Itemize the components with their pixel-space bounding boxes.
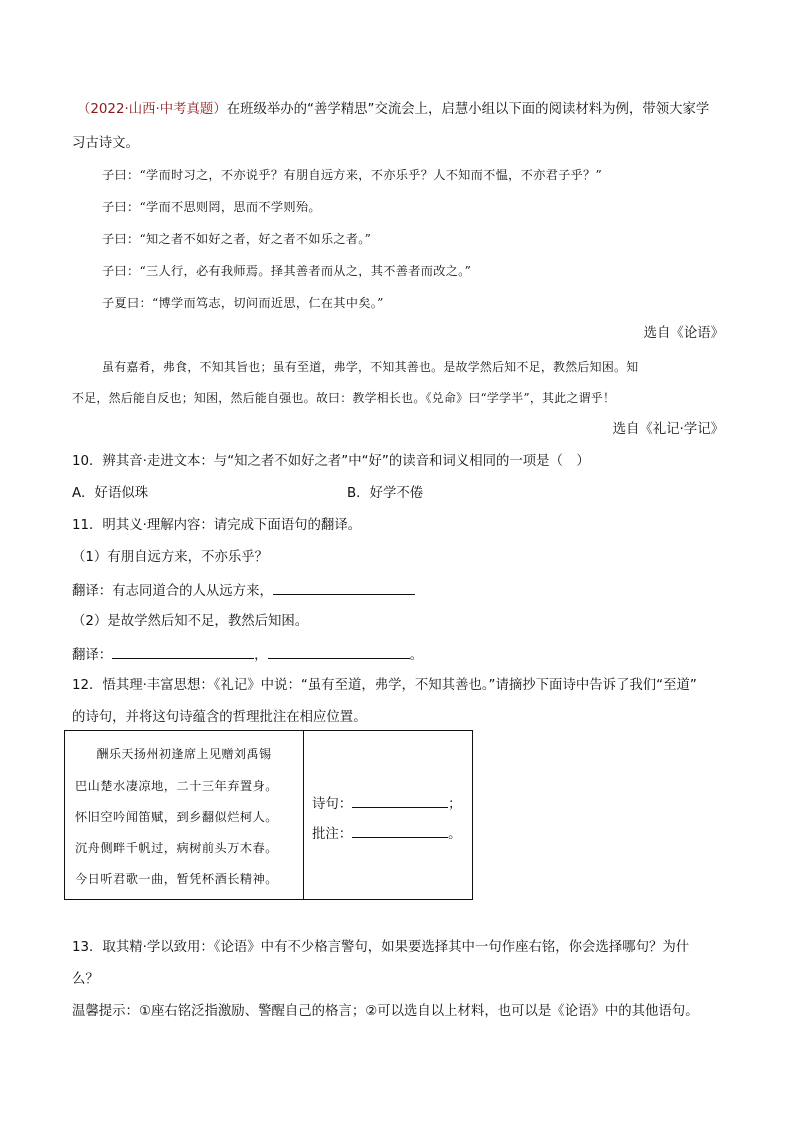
poem-table xyxy=(64,730,473,900)
q11-translation1 xyxy=(72,581,415,601)
q11-translation2-sep: ， xyxy=(254,648,268,663)
q11-answer-blank-2[interactable] xyxy=(112,645,254,659)
source-tag: （2022·山西·中考真题） xyxy=(77,102,227,117)
liji-line-2: 不足，然后能自反也；知困，然后能自强也。故曰：教学相长也。《兑命》曰“学学半”，其此之谓乎！ xyxy=(72,391,616,405)
annotation-blank[interactable] xyxy=(352,824,448,838)
intro-line-2: 习古诗文。 xyxy=(72,136,139,151)
lunyu-quote-4: 子曰：“三人行，必有我师焉。择其善者而从之，其不善者而改之。” xyxy=(102,264,472,278)
liji-source: 选自《礼记·学记》 xyxy=(612,422,724,437)
poem-answer-label: 诗句： xyxy=(312,797,353,812)
q13-stem-1: 13．取其精·学以致用：《论语》中有不少格言警句，如果要选择其中一句作座右铭，你会选择哪句？为什 xyxy=(72,940,690,955)
q11-answer-blank-3[interactable] xyxy=(268,645,410,659)
q10-option-b[interactable]: B．好学不倦 xyxy=(347,486,424,501)
lunyu-source: 选自《论语》 xyxy=(643,326,724,341)
lunyu-quote-2: 子曰：“学而不思则罔，思而不学则殆。 xyxy=(102,200,321,214)
intro-text-1: 在班级举办的“善学精思”交流会上，启慧小组以下面的阅读材料为例，带领大家学 xyxy=(226,102,710,117)
q10-stem: 10．辨其音·走进文本：与“知之者不如好之者”中“好”的读音和词义相同的一项是（ ） xyxy=(72,454,590,469)
liji-line-1: 虽有嘉肴，弗食，不知其旨也；虽有至道，弗学，不知其善也。是故学然后知不足，教然后知困。知 xyxy=(102,360,639,374)
q13-stem-2: 么？ xyxy=(72,972,99,987)
poem-line-4: 今日听君歌一曲，暂凭杯酒长精神。 xyxy=(75,872,278,886)
q12-stem-2: 的诗句，并将这句诗蕴含的哲理批注在相应位置。 xyxy=(72,710,367,725)
lunyu-quote-1: 子曰：“学而时习之，不亦说乎？有朋自远方来，不亦乐乎？人不知而不愠，不亦君子乎？” xyxy=(102,168,603,182)
poem-answer-blank[interactable] xyxy=(352,794,448,808)
annotation-row xyxy=(312,823,462,842)
poem-line-2: 怀旧空吟闻笛赋，到乡翻似烂柯人。 xyxy=(75,810,278,824)
intro-line-1 xyxy=(77,101,709,119)
q11-translation2-prefix: 翻译： xyxy=(72,648,113,663)
q11-answer-blank-1[interactable] xyxy=(273,581,415,595)
q11-stem: 11．明其义·理解内容：请完成下面语句的翻译。 xyxy=(72,518,362,533)
q11-part1: （1）有朋自远方来，不亦乐乎？ xyxy=(72,550,268,565)
q11-translation2-end: 。 xyxy=(409,648,423,663)
q10-option-a[interactable]: A．好语似珠 xyxy=(72,486,149,501)
annotation-label: 批注： xyxy=(312,827,353,842)
poem-title: 酬乐天扬州初逢席上见赠刘禹锡 xyxy=(96,747,272,761)
poem-answer-row xyxy=(312,793,462,812)
poem-line-1: 巴山楚水凄凉地，二十三年弃置身。 xyxy=(75,779,278,793)
lunyu-quote-5: 子夏曰：“博学而笃志，切问而近思，仁在其中矣。” xyxy=(102,296,384,310)
poem-line-3: 沉舟侧畔千帆过，病树前头万木春。 xyxy=(75,841,278,855)
q13-hint: 温馨提示：①座右铭泛指激励、警醒自己的格言；②可以选自以上材料，也可以是《论语》中的其他语句。 xyxy=(72,1004,699,1019)
poem-table-divider xyxy=(303,731,304,899)
q11-translation1-prefix: 翻译：有志同道合的人从远方来， xyxy=(72,584,273,599)
q12-stem-1: 12．悟其理·丰富思想：《礼记》中说：“虽有至道，弗学，不知其善也。”请摘抄下面诗中告诉了我们“至道” xyxy=(72,678,697,693)
q11-translation2 xyxy=(72,645,423,665)
lunyu-quote-3: 子曰：“知之者不如好之者，好之者不如乐之者。” xyxy=(102,232,372,246)
poem-answer-end: ； xyxy=(448,797,462,812)
annotation-end: 。 xyxy=(448,827,462,842)
q11-part2: （2）是故学然后知不足，教然后知困。 xyxy=(72,614,309,629)
